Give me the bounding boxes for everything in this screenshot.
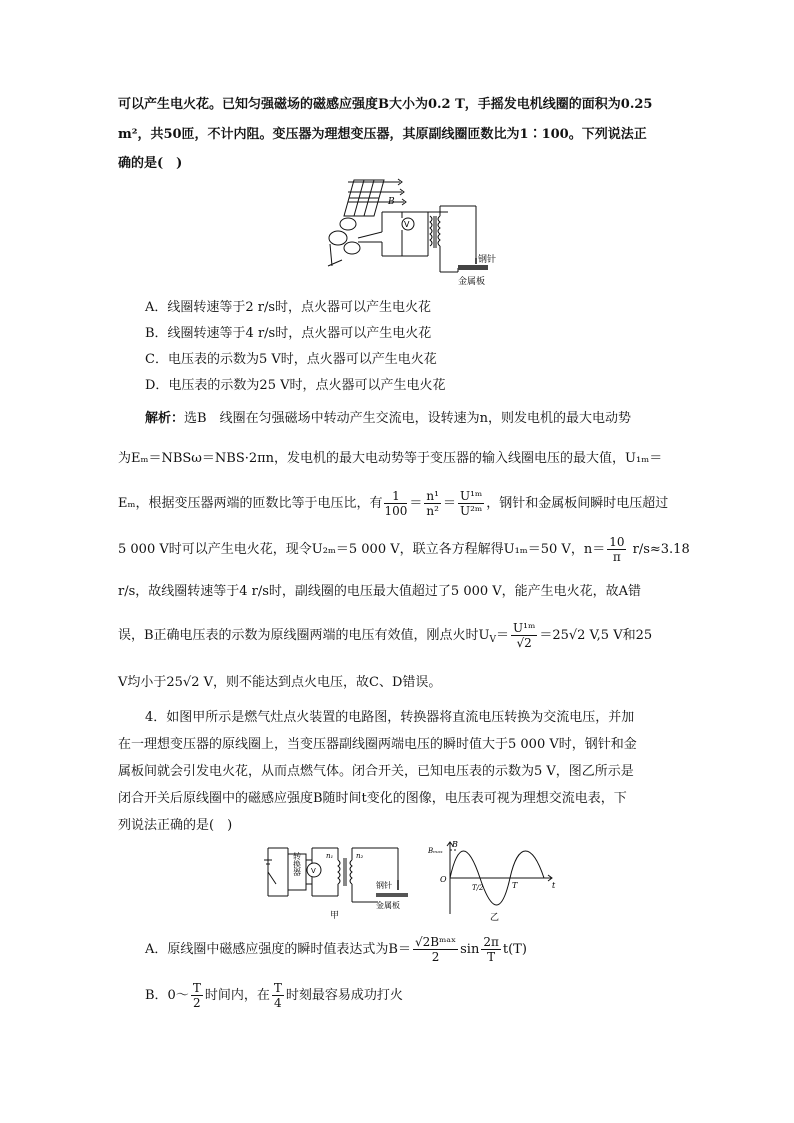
q4-stem-line-4: 闭合开关后原线圈中的磁感应强度B随时间t变化的图像，电压表可视为理想交流电表，下 [118,791,627,806]
solution-label: 解析： [145,411,185,426]
solution-line-7: V均小于25√2 V，则不能达到点火电压，故C、D错误。 [118,675,442,690]
plate-label-jia: 金属板 [376,901,400,910]
metal-plate-jia [376,893,408,897]
b-vs-t-graph-figure [428,838,560,922]
solution-line-1-text: 选B 线圈在匀强磁场中转动产生交流电，设转速为n，则发电机的最大电动势 [184,411,631,426]
q4-option-a-tail: t(T) [502,942,527,957]
q4-option-b-tail: 时刻最容易成功打火 [285,988,403,1003]
q3-option-a: A．线圈转速等于2 r/s时，点火器可以产生电火花 [145,300,432,315]
n2-label: n₂ [356,852,364,860]
fraction-u1m-sqrt2: $\frac{\text{U¹ᵐ}}{√2}$ [513,621,536,650]
equals-sign: ＝ [442,496,456,511]
q4-stem-line-1: 4．如图甲所示是燃气灶点火装置的电路图，转换器将直流电压转换为交流电压，并加 [145,710,635,725]
solution-line-2: 为Eₘ＝NBSω＝NBS·2πn，发电机的最大电动势等于变压器的输入线圈电压的最大值，U₁ₘ＝ [118,451,663,466]
fraction-n1-n2: $\frac{\text{n¹}}{\text{n²}}$ [426,489,439,518]
metal-plate [458,265,488,270]
q3-stem-line-1: 可以产生电火花。已知匀强磁场的磁感应强度B大小为0.2 T，手摇发电机线圈的面积为0.25 [118,97,653,112]
uv-subscript: V [489,635,497,645]
q3-stem-line-3: 确的是( ) [118,156,183,171]
fraction-1-100: $\frac{1}{100}$ [384,489,408,518]
q3-option-b: B．线圈转速等于4 r/s时，点火器可以产生电火花 [145,326,432,341]
solution-line-4-text: 5 000 V时可以产生电火花，现令U₂ₘ＝5 000 V，联立各方程解得U₁ₘ＝50 V，n＝ [118,542,606,557]
q4-option-b-text: B．0～ [145,988,189,1003]
q4-option-a-text: A．原线圈中磁感应强度的瞬时值表达式为B＝ [145,942,411,957]
converter-label: 转换器 [292,852,302,876]
equals-sign: ＝ [409,496,423,511]
q4-stem-line-3: 属板间就会引发电火花，从而点燃气体。闭合开关，已知电压表的示数为5 V，图乙所示是 [118,764,634,779]
solution-line-6-tail: ＝25√2 V,5 V和25 [539,628,653,643]
voltmeter-label: V [404,220,410,229]
hand-generator-figure [318,176,504,288]
solution-line-6 [118,616,652,656]
needle-label: 钢针 [478,255,497,265]
q4-option-b-mid: 时间内，在 [204,988,270,1003]
solution-line-5: r/s，故线圈转速等于4 r/s时，副线圈的电压最大值超过了5 000 V，能产生电火花，故A错 [118,584,642,599]
b-field-label: B [388,197,395,207]
t-half-label: T/2 [472,884,484,892]
t-full-label: T [512,881,518,890]
voltmeter-label-jia: V [311,867,316,875]
solution-line-3 [118,484,668,524]
solution-line-3-text: Eₘ，根据变压器两端的匝数比等于电压比，有 [118,496,383,511]
q4-option-a [145,930,527,970]
b-axis-label: B [452,840,458,849]
fraction-t-4: $\frac{T}{4}$ [273,981,282,1010]
fraction-sqrt2-bmax-2: $\frac{\text{√2Bᵐᵃˣ}}{2}$ [414,935,457,964]
q3-stem-line-2: m²，共50匝，不计内阻。变压器为理想变压器，其原副线圈匝数比为1∶100。下列说法正 [118,127,647,142]
bmax-label: Bₘₐₓ [428,847,443,855]
igniter-circuit-figure [258,840,428,922]
fraction-2pi-t: $\frac{2\pi}{T}$ [483,935,499,964]
q4-stem-line-2: 在一理想变压器的原线圈上，当变压器副线圈两端电压的瞬时值大于5 000 V时，钢针和金 [118,737,637,752]
solution-line-4 [118,530,690,570]
needle-label-jia: 钢针 [376,881,392,890]
q4-stem-line-5: 列说法正确的是( ) [118,818,233,833]
fraction-u1m-u2m: $\frac{\text{U¹ᵐ}}{\text{U²ᵐ}}$ [459,489,483,518]
sin-function: sin [460,942,480,957]
equals-sign: ＝ [496,628,510,643]
solution-line-1 [145,411,631,427]
n1-label: n₁ [326,852,334,860]
t-axis-label: t [552,881,556,890]
q3-option-c: C．电压表的示数为5 V时，点火器可以产生电火花 [145,352,437,367]
figure-yi-caption: 乙 [490,913,500,922]
solution-line-4-tail: r/s≈3.18 [632,542,690,557]
solution-line-3-tail: ，钢针和金属板间瞬时电压超过 [486,496,669,511]
q3-option-d: D．电压表的示数为25 V时，点火器可以产生电火花 [145,378,446,393]
plate-label: 金属板 [458,277,486,287]
figure-jia-caption: 甲 [330,911,340,921]
origin-label: O [440,875,447,884]
fraction-t-2: $\frac{T}{2}$ [192,981,201,1010]
solution-line-6-text: 误，B正确电压表的示数为原线圈两端的电压有效值，刚点火时U [118,628,490,643]
q4-option-b [145,976,403,1016]
fraction-10-pi: $\frac{10}{\pi}$ [609,535,625,564]
